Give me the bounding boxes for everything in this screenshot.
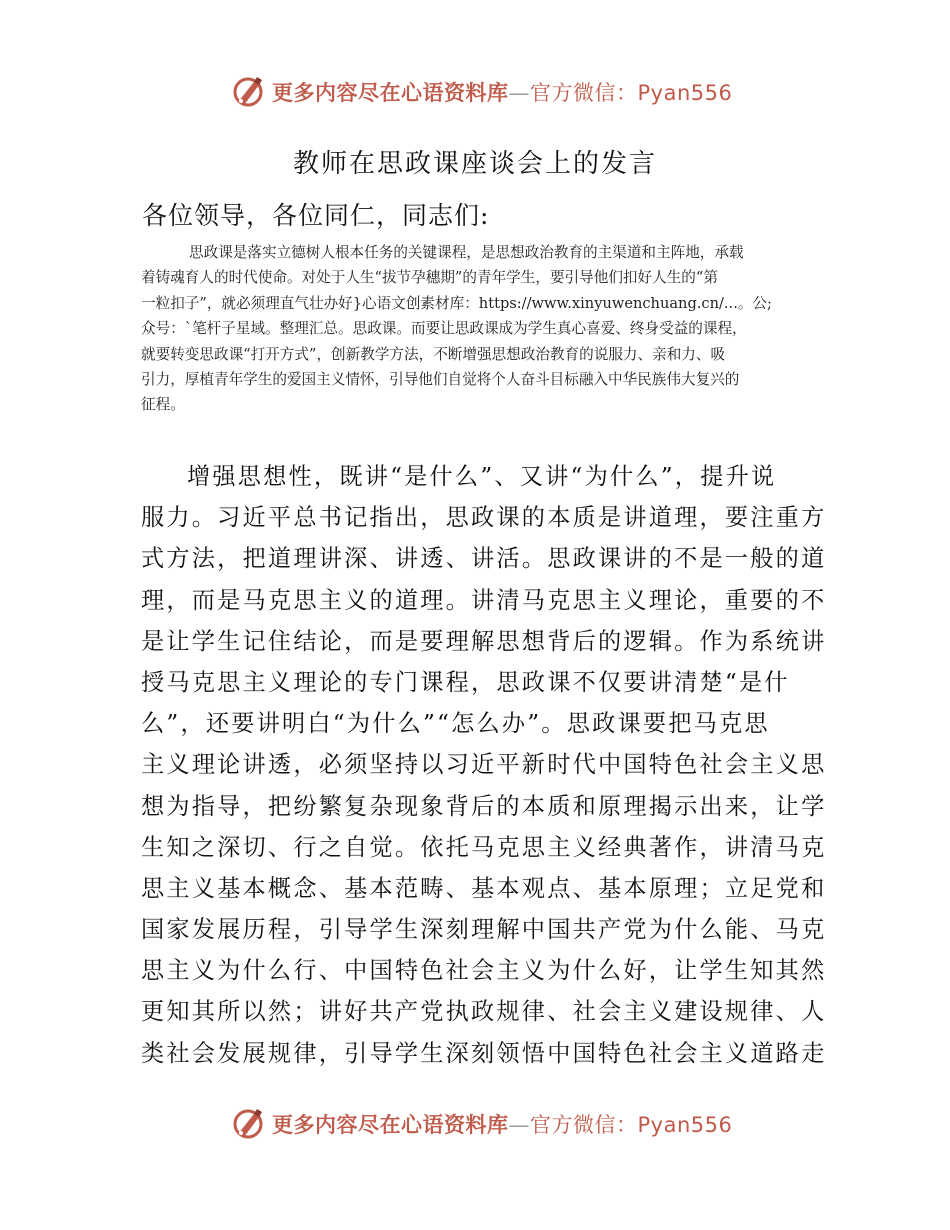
body-line: 想为指导，把纷繁复杂现象背后的本质和原理揭示出来，让学 (141, 792, 827, 820)
intro-line: 众号：`笔杆子星域。整理汇总。思政课。而要让思政课成为学生真心喜爱、终身受益的课程， (141, 320, 747, 338)
body-line: 思主义基本概念、基本范畴、基本观点、基本原理；立足党和 (141, 874, 827, 902)
intro-line: 就要转变思政课“打开方式”，创新教学方法，不断增强思想政治教育的说服力、亲和力、吸 (141, 345, 726, 363)
footer-banner (0, 1102, 950, 1142)
body-line: 么”，还要讲明白“为什么”“怎么办”。思政课要把马克思 (141, 710, 770, 738)
body-line: 主义理论讲透，必须坚持以习近平新时代中国特色社会主义思 (141, 751, 827, 779)
body-line: 增强思想性，既讲“是什么”、又讲“为什么”，提升说 (187, 463, 777, 490)
body-line: 理，而是马克思主义的道理。讲清马克思主义理论，重要的不 (141, 586, 827, 614)
intro-paragraph (141, 240, 821, 418)
body-line: 更知其所以然；讲好共产党执政规律、社会主义建设规律、人 (141, 998, 827, 1026)
body-line: 式方法，把道理讲深、讲透、讲活。思政课讲的不是一般的道 (141, 545, 827, 573)
body-line: 国家发展历程，引导学生深刻理解中国共产党为什么能、马克 (141, 916, 827, 944)
banner-text: 更多内容尽在心语资料库—官方微信：Pyan556 (272, 81, 733, 105)
intro-line: 引力，厚植青年学生的爱国主义情怀，引导他们自觉将个人奋斗目标融入中华民族伟大复兴的 (141, 370, 740, 388)
body-line: 授马克思主义理论的专门课程，思政课不仅要讲清楚“是什 (141, 668, 790, 696)
banner-text: 更多内容尽在心语资料库—官方微信：Pyan556 (272, 1113, 733, 1137)
body-line: 思主义为什么行、中国特色社会主义为什么好，让学生知其然 (141, 957, 827, 985)
body-line: 服力。习近平总书记指出，思政课的本质是讲道理，要注重方 (141, 504, 827, 532)
page-title: 教师在思政课座谈会上的发言 (292, 149, 657, 179)
intro-line: 思政课是落实立德树人根本任务的关键课程，是思想政治教育的主渠道和主阵地，承载 (189, 244, 744, 261)
header-banner (0, 70, 950, 110)
body-paragraph (141, 456, 827, 1074)
body-line: 是让学生记住结论，而是要理解思想背后的逻辑。作为系统讲 (141, 627, 827, 655)
intro-line: 着铸魂育人的时代使命。对处于人生“拔节孕穗期”的青年学生，要引导他们扣好人生的“第 (141, 269, 718, 287)
pen-logo-icon (232, 1106, 266, 1140)
salutation: 各位领导，各位同仁，同志们: (142, 201, 490, 230)
body-line: 生知之深切、行之自觉。依托马克思主义经典著作，讲清马克 (141, 833, 827, 861)
pen-logo-icon (232, 74, 266, 108)
intro-line: 征程。 (141, 396, 185, 414)
body-line: 类社会发展规律，引导学生深刻领悟中国特色社会主义道路走 (141, 1039, 827, 1067)
intro-line: 一粒扣子”，就必须理直气壮办好}心语文创素材库：https://www.xinyuwenchuang.cn/...。公; (141, 294, 772, 312)
